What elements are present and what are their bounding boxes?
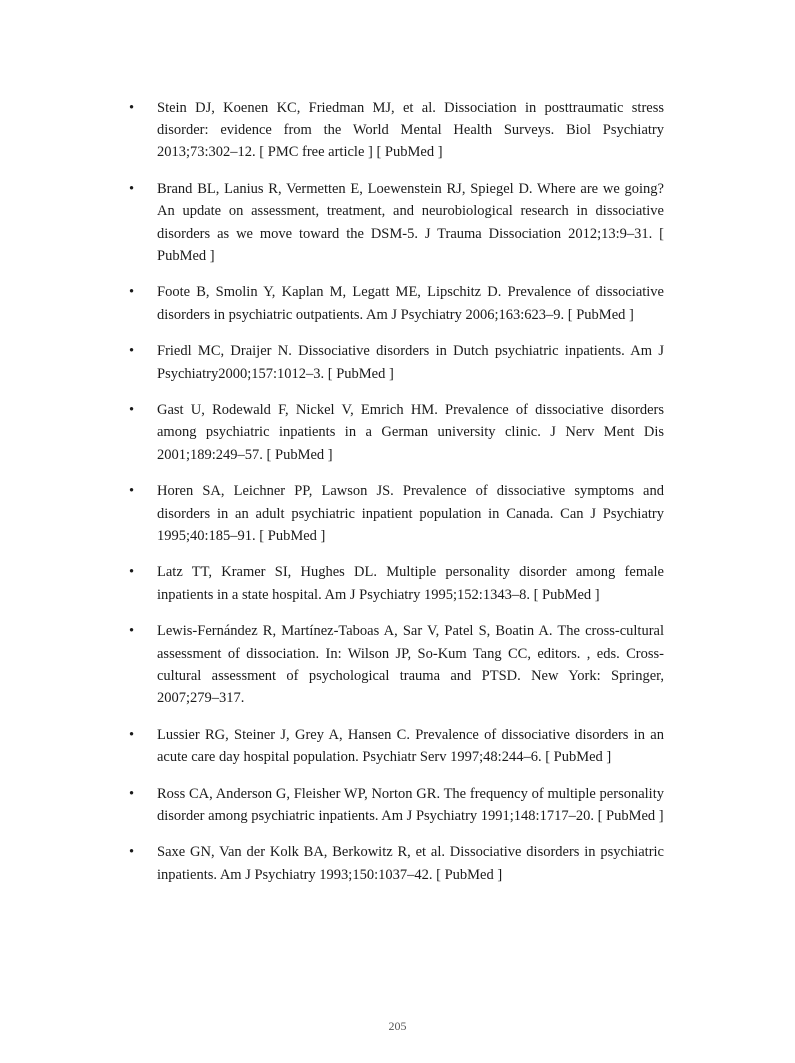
reference-text: Gast U, Rodewald F, Nickel V, Emrich HM. Prevalence of dissociative disorders among psychiatric inpatients in a German university clinic. J Nerv Ment Dis 2001;189:249–57. [ PubMed ] [157,402,664,463]
reference-text: Friedl MC, Draijer N. Dissociative disorders in Dutch psychiatric inpatients. Am J Psychiatry2000;157:1012–3. [ PubMed ] [157,343,664,382]
bullet: • [129,402,135,419]
reference-item [0,561,795,605]
reference-item [0,281,795,325]
reference-item [0,178,795,267]
bullet: • [129,844,135,861]
bullet: • [129,181,135,198]
bullet: • [129,564,135,581]
reference-text: Ross CA, Anderson G, Fleisher WP, Norton GR. The frequency of multiple personality disorder among psychiatric inpatients. Am J Psychiatry 1991;148:1717–20. [ PubMed ] [157,785,664,824]
reference-item [0,480,795,547]
reference-item [0,724,795,768]
bullet: • [129,100,135,116]
reference-text: Horen SA, Leichner PP, Lawson JS. Prevalence of dissociative symptoms and disorders in an adult psychiatric inpatient population in Canada. Can J Psychiatry 1995;40:185–91. [ PubMed ] [157,483,664,544]
reference-text: Stein DJ, Koenen KC, Friedman MJ, et al. Dissociation in posttraumatic stress disorder: evidence from the World Mental Health Surveys. Biol Psychiatry 2013;73:302–12. [ PMC free article ] [ PubMed ] [157,100,664,161]
bullet: • [129,343,135,360]
reference-item [0,783,795,827]
bullet: • [129,623,135,640]
bullet: • [129,726,135,743]
reference-text: Lussier RG, Steiner J, Grey A, Hansen C. Prevalence of dissociative disorders in an acute care day hospital population. Psychiatr Serv 1997;48:244–6. [ PubMed ] [157,726,664,765]
reference-text: Saxe GN, Van der Kolk BA, Berkowitz R, et al. Dissociative disorders in psychiatric inpatients. Am J Psychiatry 1993;150:1037–42. [ PubMed ] [157,844,664,883]
reference-text: Lewis-Fernández R, Martínez-Taboas A, Sar V, Patel S, Boatin A. The cross-cultural assessment of dissociation. In: Wilson JP, So-Kum Tang CC, editors. , eds. Cross-cultural assessment of psychological trauma and PTSD. New York: Springer, 2007;279–317. [157,623,664,706]
reference-text: Foote B, Smolin Y, Kaplan M, Legatt ME, Lipschitz D. Prevalence of dissociative disorders in psychiatric outpatients. Am J Psychiatry 2006;163:623–9. [ PubMed ] [157,284,664,323]
reference-item [0,841,795,885]
page-number: 205 [388,1019,407,1033]
reference-text: Brand BL, Lanius R, Vermetten E, Loewenstein RJ, Spiegel D. Where are we going? An update on assessment, treatment, and neurobiological research in dissociative disorders as we move toward the DSM-5. J Trauma Dissociation 2012;13:9–31. [ PubMed ] [157,181,664,264]
bullet: • [129,483,135,500]
reference-item [0,620,795,709]
reference-item [0,97,795,164]
bullet: • [129,284,135,301]
reference-item [0,340,795,384]
reference-text: Latz TT, Kramer SI, Hughes DL. Multiple personality disorder among female inpatients in a state hospital. Am J Psychiatry 1995;152:1343–8. [ PubMed ] [157,564,664,603]
reference-list [0,97,795,900]
reference-item [0,399,795,466]
bullet: • [129,785,135,802]
